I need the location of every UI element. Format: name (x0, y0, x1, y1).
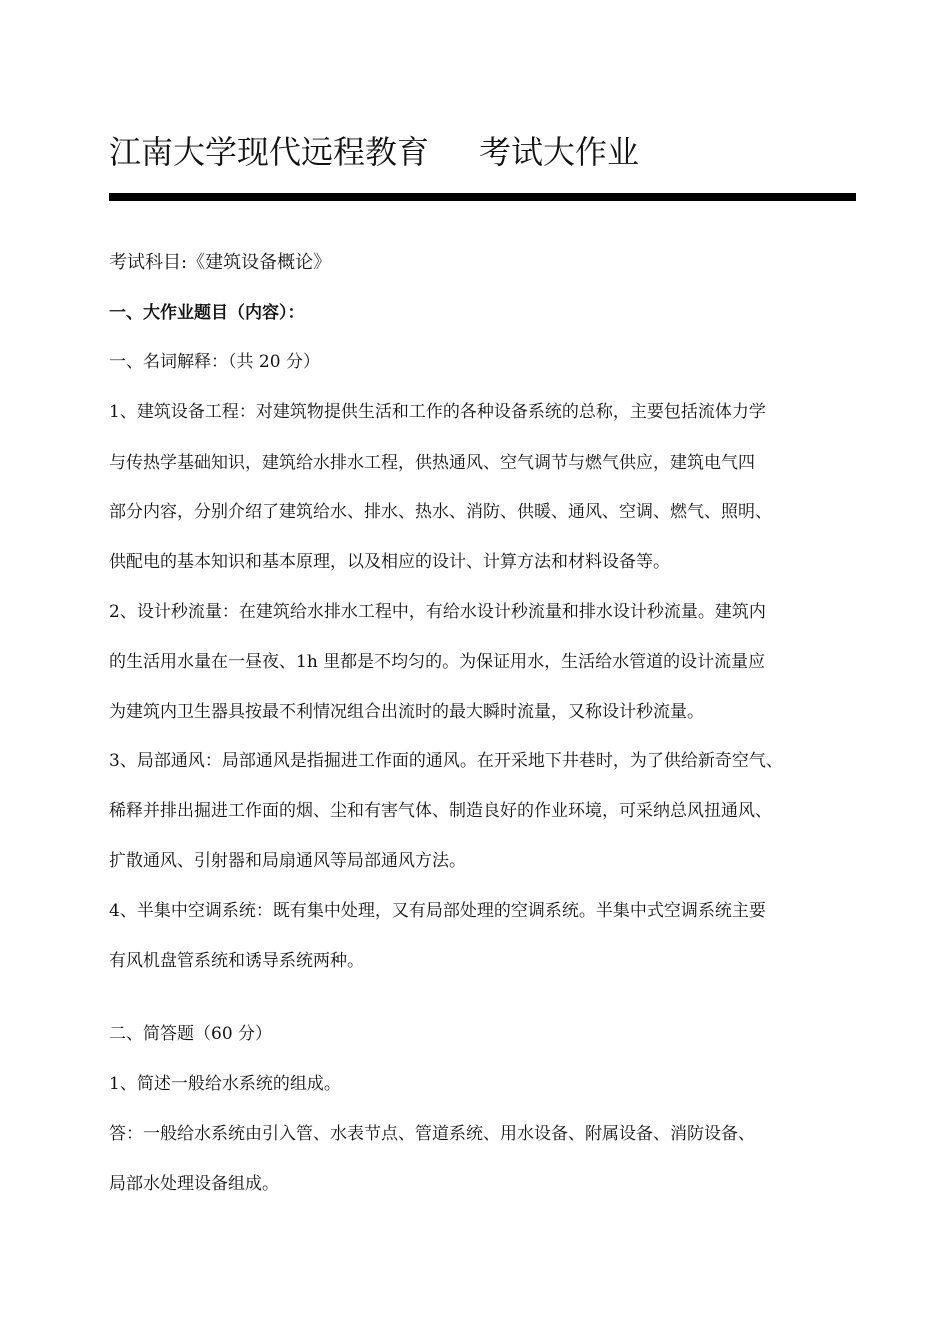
term-4-line-1: 4、半集中空调系统：既有集中处理，又有局部处理的空调系统。半集中式空调系统主要 (109, 901, 766, 921)
question-1: 1、简述一般给水系统的组成。 (109, 1074, 341, 1094)
term-2-line-1: 2、设计秒流量：在建筑给水排水工程中，有给水设计秒流量和排水设计秒流量。建筑内 (109, 602, 766, 622)
term-4-line-2: 有风机盘管系统和诱导系统两种。 (109, 951, 364, 971)
answer-1-line-2: 局部水处理设备组成。 (109, 1174, 279, 1194)
part2-heading: 二、简答题（60 分） (109, 1024, 273, 1044)
document-title (109, 130, 639, 174)
school-name: 江南大学现代远程教育 (109, 133, 430, 171)
term-2-line-3: 为建筑内卫生器具按最不利情况组合出流时的最大瞬时流量，又称设计秒流量。 (109, 702, 704, 722)
term-3-line-3: 扩散通风、引射器和局扇通风等局部通风方法。 (109, 851, 466, 871)
section-heading: 一、大作业题目（内容）： (109, 303, 305, 323)
term-2-line-2: 的生活用水量在一昼夜、1h 里都是不均匀的。为保证用水，生活给水管道的设计流量应 (109, 652, 766, 672)
term-1-line-4: 供配电的基本知识和基本原理，以及相应的设计、计算方法和材料设备等。 (109, 552, 670, 572)
term-1-line-2: 与传热学基础知识，建筑给水排水工程，供热通风、空气调节与燃气供应，建筑电气四 (109, 453, 755, 473)
term-3-line-2: 稀释并排出掘进工作面的烟、尘和有害气体、制造良好的作业环境，可采纳总风扭通风、 (109, 801, 772, 821)
exam-subject: 考试科目:《建筑设备概论》 (109, 252, 332, 273)
title-divider (109, 193, 856, 201)
part1-heading: 一、名词解释：（共 20 分） (109, 352, 320, 372)
exam-type: 考试大作业 (479, 133, 640, 171)
term-3-line-1: 3、局部通风：局部通风是指掘进工作面的通风。在开采地下井巷时，为了供给新奇空气、 (109, 751, 783, 771)
term-1-line-1: 1、建筑设备工程：对建筑物提供生活和工作的各种设备系统的总称，主要包括流体力学 (109, 402, 766, 422)
term-1-line-3: 部分内容，分别介绍了建筑给水、排水、热水、消防、供暖、通风、空调、燃气、照明、 (109, 502, 772, 522)
answer-1-line-1: 答：一般给水系统由引入管、水表节点、管道系统、用水设备、附属设备、消防设备、 (109, 1124, 755, 1144)
